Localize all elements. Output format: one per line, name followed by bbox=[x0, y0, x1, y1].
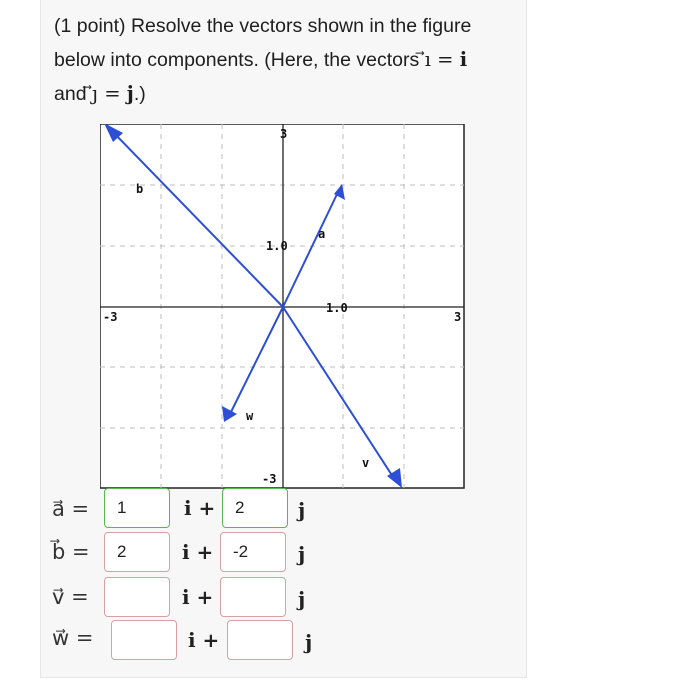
label-x-one: 1.0 bbox=[326, 301, 348, 315]
w-x-component-input[interactable] bbox=[111, 620, 177, 660]
prompt-line-1: (1 point) Resolve the vectors shown in the figure bbox=[54, 15, 472, 37]
a-y-component-input[interactable] bbox=[222, 488, 288, 528]
j-label-b: j bbox=[298, 542, 306, 566]
label-a: a bbox=[318, 227, 326, 241]
prompt-line-2: below into components. (Here, the vectors bbox=[54, 49, 425, 71]
lhs-v: v⃗ = bbox=[52, 585, 89, 609]
j-vector-symbol: ⃗ȷ bbox=[91, 82, 98, 105]
b-x-component-input[interactable] bbox=[104, 532, 170, 572]
label-v: v bbox=[362, 456, 370, 470]
label-b: b bbox=[136, 182, 144, 196]
vector-figure bbox=[100, 124, 466, 490]
label-x-max: 3 bbox=[454, 310, 462, 324]
prompt-line-3: and bbox=[54, 83, 92, 105]
label-x-min: -3 bbox=[103, 310, 118, 324]
j-unit-bold: j bbox=[126, 82, 134, 105]
b-y-component-input[interactable] bbox=[220, 532, 286, 572]
v-y-component-input[interactable] bbox=[220, 577, 286, 617]
label-w: w bbox=[246, 409, 254, 423]
prompt-end: .) bbox=[133, 83, 146, 105]
w-y-component-input[interactable] bbox=[227, 620, 293, 660]
lhs-a: a⃗ = bbox=[52, 497, 90, 521]
i-label-w: i + bbox=[188, 628, 220, 652]
i-unit-bold: i bbox=[459, 48, 468, 71]
equals-sign-2: = bbox=[98, 82, 127, 105]
lhs-b: b⃗ = bbox=[52, 540, 90, 564]
j-label-w: j bbox=[305, 630, 313, 654]
j-label-a: j bbox=[298, 498, 306, 522]
problem-statement bbox=[54, 10, 514, 111]
a-x-component-input[interactable] bbox=[104, 488, 170, 528]
label-y-min: -3 bbox=[262, 472, 277, 486]
i-label-v: i + bbox=[182, 585, 214, 609]
lhs-w: w⃗ = bbox=[52, 626, 94, 650]
j-label-v: j bbox=[298, 587, 306, 611]
label-y-one: 1.0 bbox=[266, 239, 288, 253]
i-label-a: i + bbox=[184, 496, 216, 520]
equals-sign: = bbox=[430, 48, 460, 71]
v-x-component-input[interactable] bbox=[104, 577, 170, 617]
label-y-max: 3 bbox=[280, 127, 288, 141]
i-label-b: i + bbox=[182, 540, 214, 564]
i-vector-symbol: ⃗ı bbox=[424, 48, 431, 71]
